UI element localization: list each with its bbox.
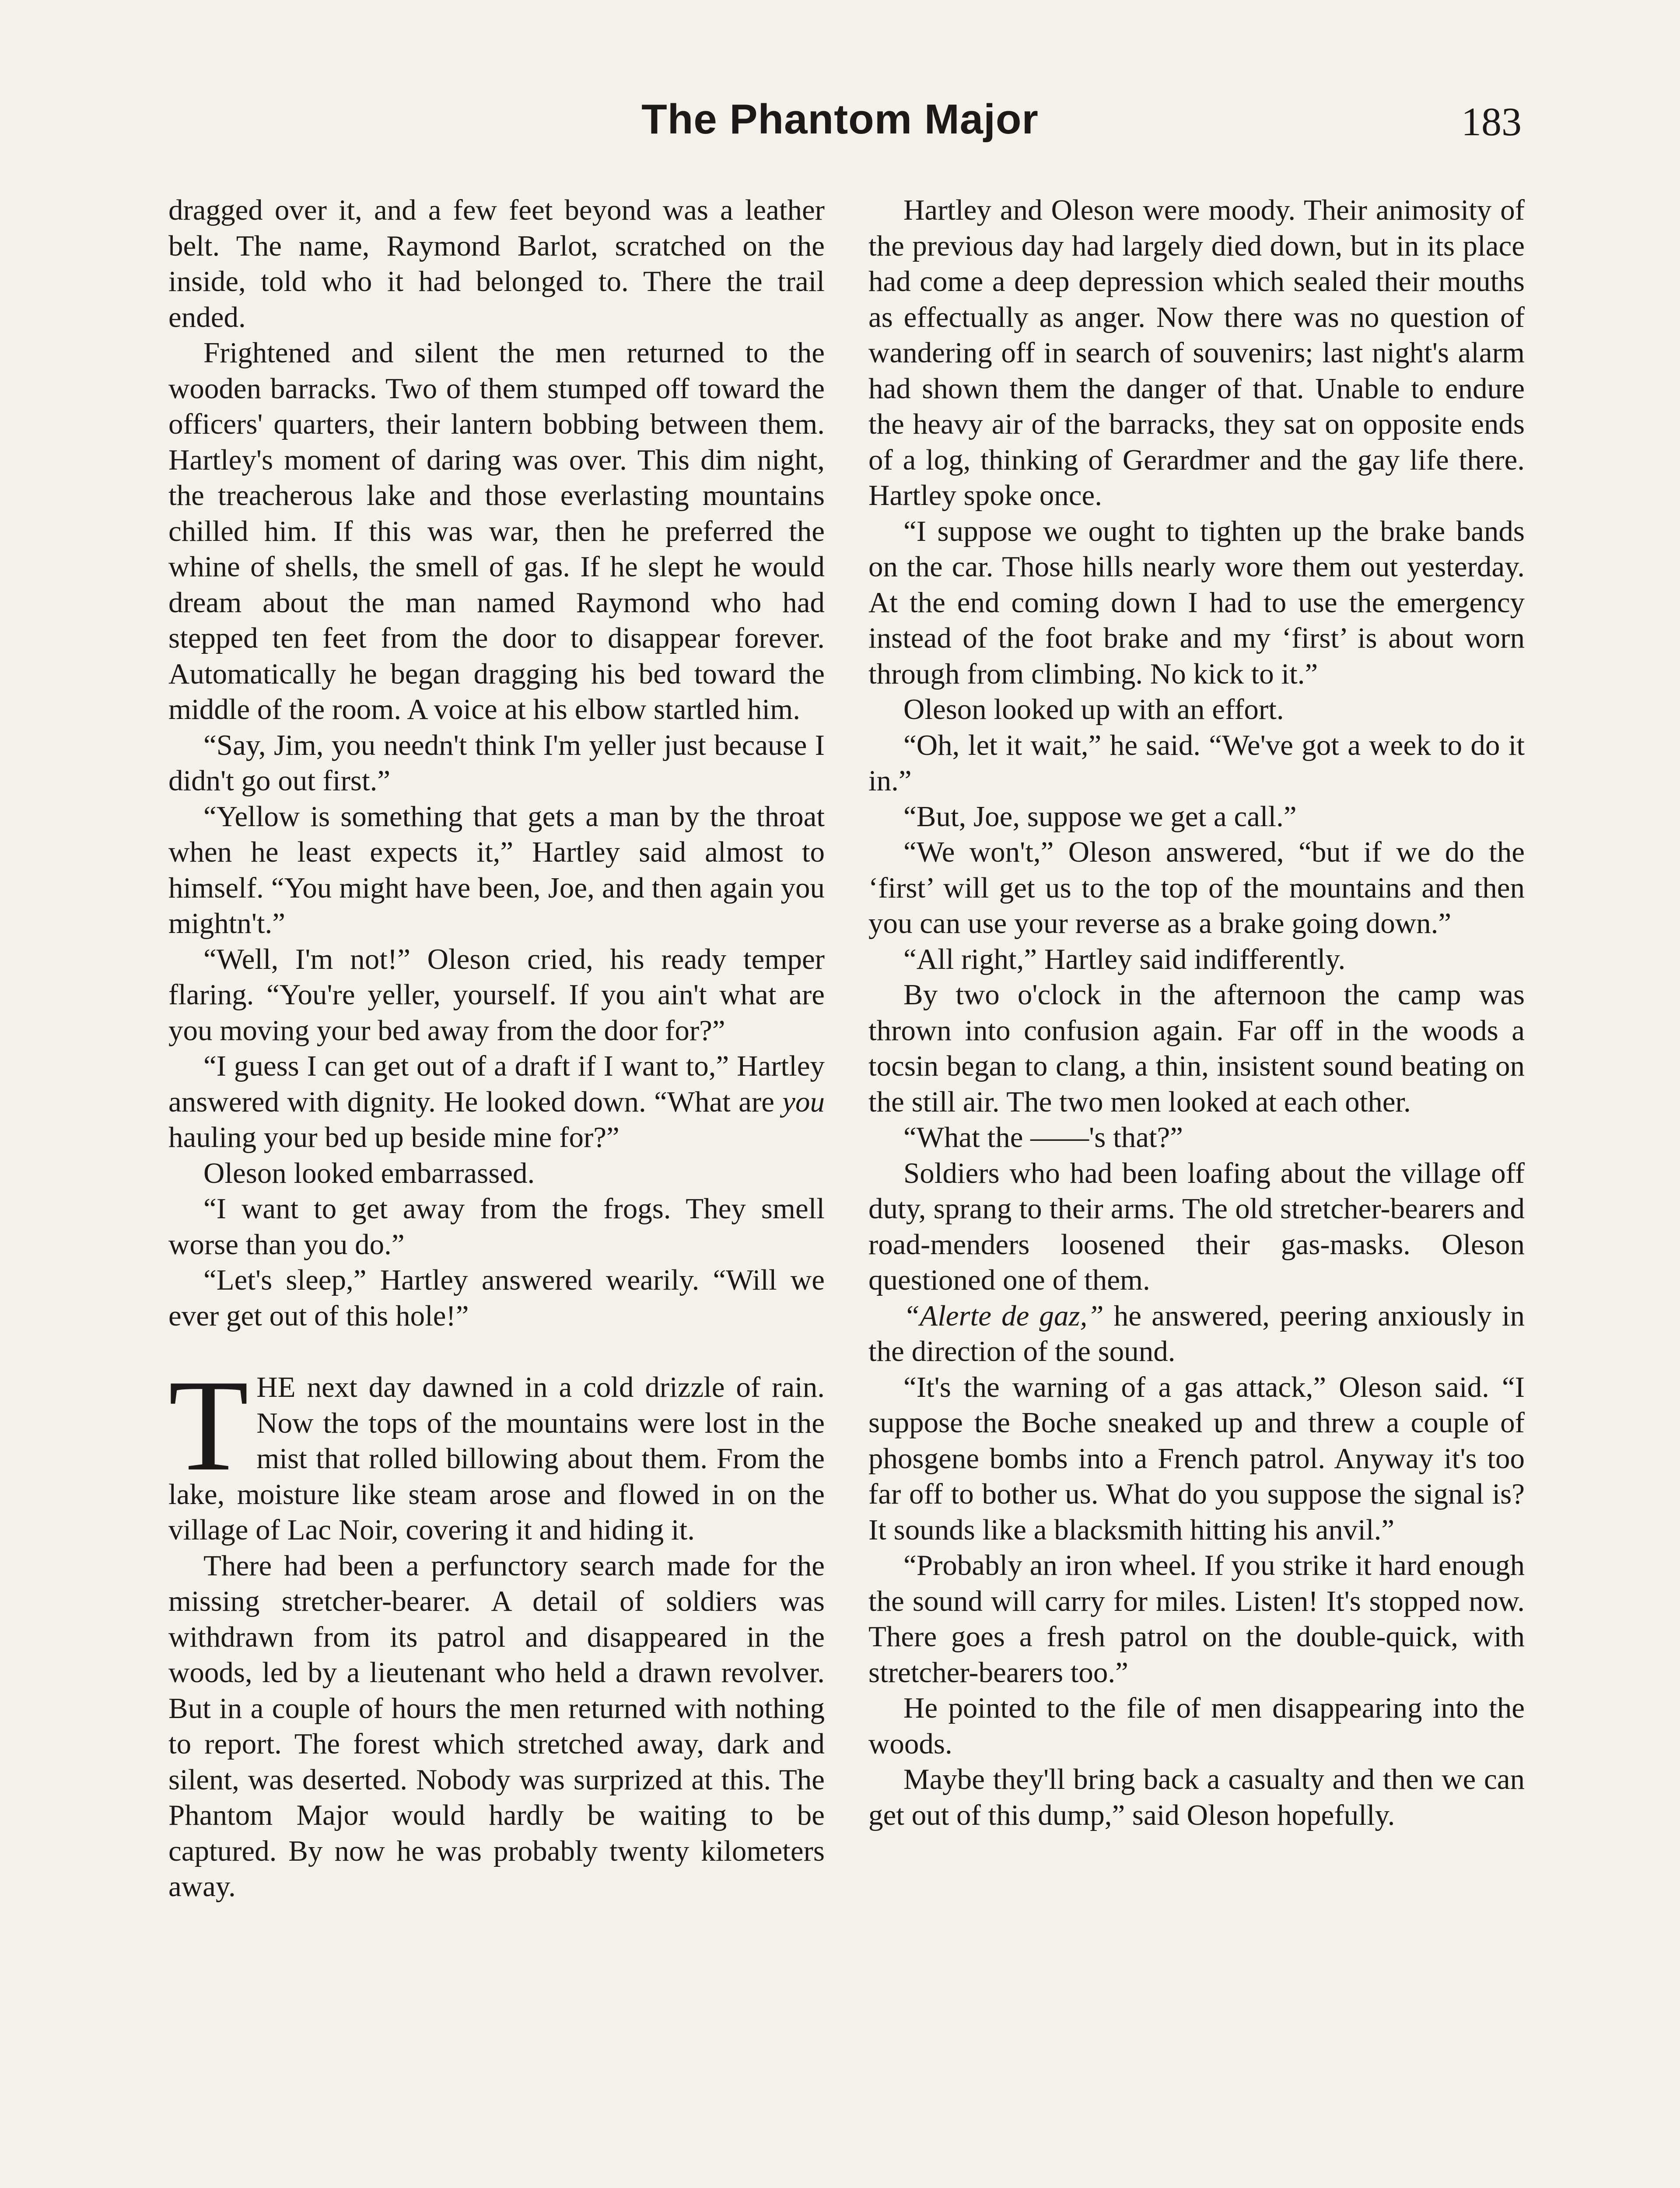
paragraph: “I suppose we ought to tighten up the brake bands on the car. Those hills nearly wore them out yesterday. At the end coming down I had to use the emergency instead of the foot brake and my ‘first’ is about worn through from climbing. No kick to it.”: [868, 515, 1525, 690]
paragraph: [868, 1298, 1525, 1370]
text-run: he answered, peering anxiously in the direction of the sound.: [868, 1299, 1525, 1368]
paragraph: “Let's sleep,” Hartley answered wearily. “Will we ever get out of this hole!”: [168, 1264, 825, 1332]
paragraph: “But, Joe, suppose we get a call.”: [903, 800, 1297, 833]
paragraph: dragged over it, and a few feet beyond was a leather belt. The name, Raymond Barlot, scratched on the inside, told who it had belonged to. There the trail ended.: [168, 194, 825, 333]
emphasis: you: [782, 1085, 825, 1118]
paragraph: [168, 1048, 825, 1156]
text-run: HE next day dawned in a cold drizzle of rain. Now the tops of the mountains were lost in the mist that rolled billowing about them. From the lake, moisture like steam arose and flowed in on the village of Lac Noir, covering it and hiding it.: [168, 1371, 825, 1546]
emphasis: “Alerte de gaz,”: [903, 1299, 1104, 1332]
page-number: 183: [1461, 99, 1522, 144]
paragraph: “What the ——'s that?”: [903, 1121, 1183, 1154]
paragraph: “Say, Jim, you needn't think I'm yeller just because I didn't go out first.”: [168, 729, 825, 797]
paragraph: “Yellow is something that gets a man by the throat when he least expects it,” Hartley said almost to himself. “You might have been, Joe, and then again you mightn't.”: [168, 800, 825, 940]
paragraph: Frightened and silent the men returned to the wooden barracks. Two of them stumped off toward the officers' quarters, their lantern bobbing between them. Hartley's moment of daring was over. This dim night, the treacherous lake and those everlasting mountains chilled him. If this was war, then he preferred the whine of shells, the smell of gas. If he slept he would dream about the man named Raymond who had stepped ten feet from the door to disappear forever. Automatically he began dragging his bed toward the middle of the room. A voice at his elbow startled him.: [168, 337, 825, 726]
drop-cap: T: [168, 1353, 249, 1498]
paragraph: He pointed to the file of men disappearing into the woods.: [868, 1692, 1525, 1760]
paragraph: “All right,” Hartley said indifferently.: [903, 943, 1346, 975]
running-title: The Phantom Major: [641, 96, 1039, 143]
right-column: [868, 193, 1525, 1833]
paragraph: “Probably an iron wheel. If you strike it hard enough the sound will carry for miles. Listen! It's stopped now. There goes a fresh patrol on the double-quick, with stretcher-bearers too.”: [868, 1549, 1525, 1689]
paragraph: Oleson looked embarrassed.: [203, 1157, 535, 1189]
paragraph: Soldiers who had been loafing about the village off duty, sprang to their arms. The old stretcher-bearers and road-menders loosened their gas-masks. Oleson questioned one of them.: [868, 1157, 1525, 1296]
paragraph: By two o'clock in the afternoon the camp was thrown into confusion again. Far off in the woods a tocsin began to clang, a thin, insistent sound beating on the still air. The two men looked at each other.: [868, 978, 1525, 1118]
paragraph: Oleson looked up with an effort.: [903, 693, 1284, 726]
paragraph: “I want to get away from the frogs. They smell worse than you do.”: [168, 1192, 825, 1261]
paragraph: “Well, I'm not!” Oleson cried, his ready temper flaring. “You're yeller, yourself. If you ain't what are you moving your bed away from the door for?”: [168, 943, 825, 1047]
paragraph: “We won't,” Oleson answered, “but if we do the ‘first’ will get us to the top of the mountains and then you can use your reverse as a brake going down.”: [868, 836, 1525, 940]
text-run: “I guess I can get out of a draft if I want to,” Hartley answered with dignity. He looked down. “What are: [168, 1050, 825, 1118]
paragraph: Hartley and Oleson were moody. Their animosity of the previous day had largely died down, but in its place had come a deep depression which sealed their mouths as effectually as anger. Now there was no question of wandering off in search of souvenirs; last night's alarm had shown them the danger of that. Unable to endure the heavy air of the barracks, they sat on opposite ends of a log, thinking of Gerardmer and the gay life there. Hartley spoke once.: [868, 194, 1525, 512]
left-column: [168, 193, 825, 1905]
paragraph: “It's the warning of a gas attack,” Oleson said. “I suppose the Boche sneaked up and threw a couple of phosgene bombs into a French patrol. Anyway it's too far off to bother us. What do you suppose the signal is? It sounds like a blacksmith hitting his anvil.”: [868, 1371, 1525, 1546]
paragraph: There had been a perfunctory search made for the missing stretcher-bearer. A detail of soldiers was withdrawn from its patrol and disappeared in the woods, led by a lieutenant who held a drawn revolver. But in a couple of hours the men returned with nothing to report. The forest which stretched away, dark and silent, was deserted. Nobody was surprized at this. The Phantom Major would hardly be waiting to be captured. By now he was probably twenty kilometers away.: [168, 1549, 825, 1903]
paragraph: “Oh, let it wait,” he said. “We've got a week to do it in.”: [868, 729, 1525, 797]
section-start-paragraph: [168, 1353, 825, 1548]
text-run: hauling your bed up beside mine for?”: [168, 1121, 620, 1154]
paragraph: Maybe they'll bring back a casualty and then we can get out of this dump,” said Oleson hopefully.: [868, 1763, 1525, 1831]
